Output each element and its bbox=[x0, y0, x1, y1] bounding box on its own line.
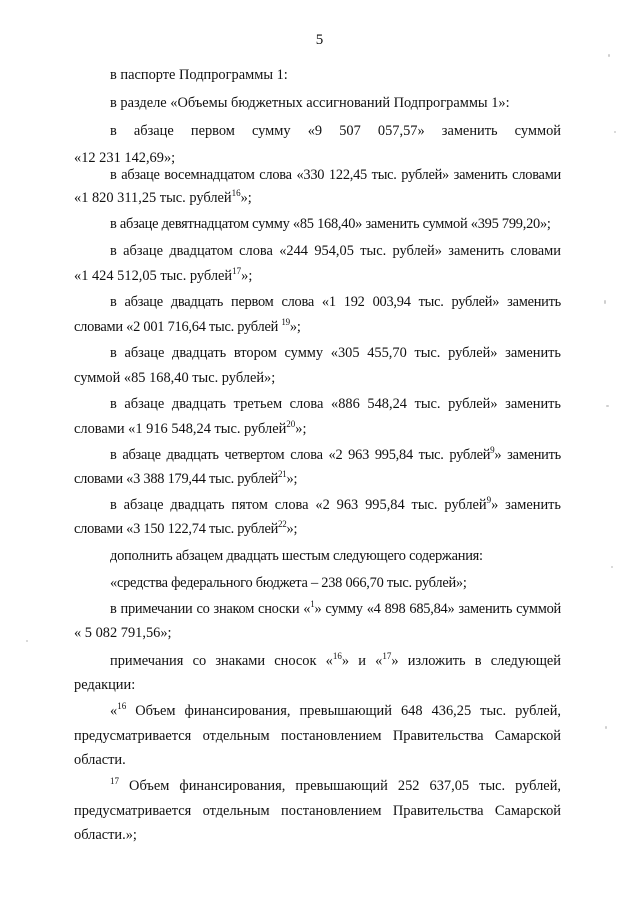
text-line: дополнить абзацем двадцать шестым следующего содержания: bbox=[110, 548, 483, 564]
text-line: в абзаце девятнадцатом сумму «85 168,40» заменить суммой «395 799,20»; bbox=[110, 216, 551, 232]
scan-speck bbox=[606, 405, 609, 407]
text-line bbox=[110, 446, 561, 464]
footnote-mark: 17 bbox=[232, 266, 242, 276]
text-run: Объем финансирования, превышающий 648 436,25 тыс. рублей, bbox=[126, 703, 561, 719]
footnote-mark: 9 bbox=[486, 495, 492, 505]
text-run: »; bbox=[240, 190, 252, 206]
text-run: »; bbox=[289, 319, 301, 335]
text-line bbox=[110, 600, 561, 618]
text-line: «средства федерального бюджета – 238 066,70 тыс. рублей»; bbox=[110, 575, 467, 591]
text-run: » заменить bbox=[494, 447, 561, 463]
text-run: « bbox=[110, 703, 118, 719]
text-line bbox=[74, 470, 561, 488]
text-run: Объем финансирования, превышающий 252 637,05 тыс. рублей, bbox=[119, 778, 561, 794]
scan-speck bbox=[26, 640, 28, 642]
footnote-mark: 20 bbox=[286, 419, 296, 429]
text-line: предусматривается отдельным постановлением Правительства Самарской bbox=[74, 728, 561, 744]
footnote-mark: 1 bbox=[310, 599, 315, 609]
text-line: « 5 082 791,56»; bbox=[74, 625, 172, 641]
text-run: словами «1 916 548,24 тыс. рублей bbox=[74, 421, 287, 437]
text-run: словами «3 150 122,74 тыс. рублей bbox=[74, 521, 279, 537]
text-run: в примечании со знаком сноски « bbox=[110, 601, 311, 617]
text-line bbox=[110, 702, 561, 720]
text-line bbox=[74, 189, 561, 207]
text-line: в абзаце двадцать первом слова «1 192 003,94 тыс. рублей» заменить bbox=[110, 294, 561, 310]
text-line: в абзаце двадцатом слова «244 954,05 тыс. рублей» заменить словами bbox=[110, 243, 561, 259]
scan-speck bbox=[608, 54, 610, 57]
text-line bbox=[74, 267, 561, 285]
text-line bbox=[110, 777, 561, 795]
footnote-mark: 9 bbox=[490, 445, 495, 455]
footnote-mark: 19 bbox=[281, 317, 290, 327]
text-run: «1 820 311,25 тыс. рублей bbox=[74, 190, 232, 206]
text-run: в абзаце двадцать пятом слова «2 963 995,84 тыс. рублей bbox=[110, 497, 487, 513]
footnote-mark: 21 bbox=[278, 469, 287, 479]
text-line: предусматривается отдельным постановлением Правительства Самарской bbox=[74, 803, 561, 819]
text-line: «12 231 142,69»; bbox=[74, 150, 176, 166]
scan-speck bbox=[614, 131, 616, 133]
text-line: в абзаце первом сумму «9 507 057,57» заменить суммой bbox=[110, 123, 561, 139]
scan-speck bbox=[605, 726, 607, 729]
text-run: »; bbox=[295, 421, 307, 437]
text-line: области. bbox=[74, 752, 126, 768]
text-line bbox=[74, 520, 561, 538]
text-run: примечания со знаками сносок « bbox=[110, 653, 333, 669]
scan-speck bbox=[611, 566, 613, 568]
text-run: »; bbox=[286, 471, 298, 487]
text-line: в абзаце двадцать третьем слова «886 548,24 тыс. рублей» заменить bbox=[110, 396, 561, 412]
text-run: »; bbox=[241, 268, 253, 284]
text-run: » и « bbox=[341, 653, 383, 669]
text-run: » сумму «4 898 685,84» заменить суммой bbox=[314, 601, 561, 617]
text-run: словами «3 388 179,44 тыс. рублей bbox=[74, 471, 279, 487]
text-run: «1 424 512,05 тыс. рублей bbox=[74, 268, 233, 284]
scan-speck bbox=[604, 300, 606, 304]
text-line: в паспорте Подпрограммы 1: bbox=[110, 67, 288, 83]
text-line: редакции: bbox=[74, 677, 136, 693]
text-line bbox=[110, 652, 561, 670]
text-line: области.»; bbox=[74, 827, 137, 843]
text-run: словами «2 001 716,64 тыс. рублей bbox=[74, 319, 282, 335]
footnote-mark: 16 bbox=[332, 651, 342, 661]
text-line bbox=[110, 496, 561, 514]
footnote-mark: 17 bbox=[110, 776, 119, 786]
page-number: 5 bbox=[315, 32, 324, 48]
text-line: в абзаце двадцать втором сумму «305 455,70 тыс. рублей» заменить bbox=[110, 345, 561, 361]
text-run: » заменить bbox=[491, 497, 561, 513]
text-line: в абзаце восемнадцатом слова «330 122,45 тыс. рублей» заменить словами bbox=[110, 167, 561, 183]
footnote-mark: 16 bbox=[231, 188, 241, 198]
text-run: »; bbox=[286, 521, 298, 537]
footnote-mark: 22 bbox=[278, 519, 287, 529]
footnote-mark: 16 bbox=[117, 701, 127, 711]
text-line bbox=[74, 420, 561, 438]
text-run: » изложить в следующей bbox=[391, 653, 561, 669]
footnote-mark: 17 bbox=[382, 651, 392, 661]
text-line: суммой «85 168,40 тыс. рублей»; bbox=[74, 370, 276, 386]
text-run: в абзаце двадцать четвертом слова «2 963 995,84 тыс. рублей bbox=[110, 447, 491, 463]
text-line bbox=[74, 318, 561, 336]
text-line: в разделе «Объемы бюджетных ассигнований Подпрограммы 1»: bbox=[110, 95, 510, 111]
